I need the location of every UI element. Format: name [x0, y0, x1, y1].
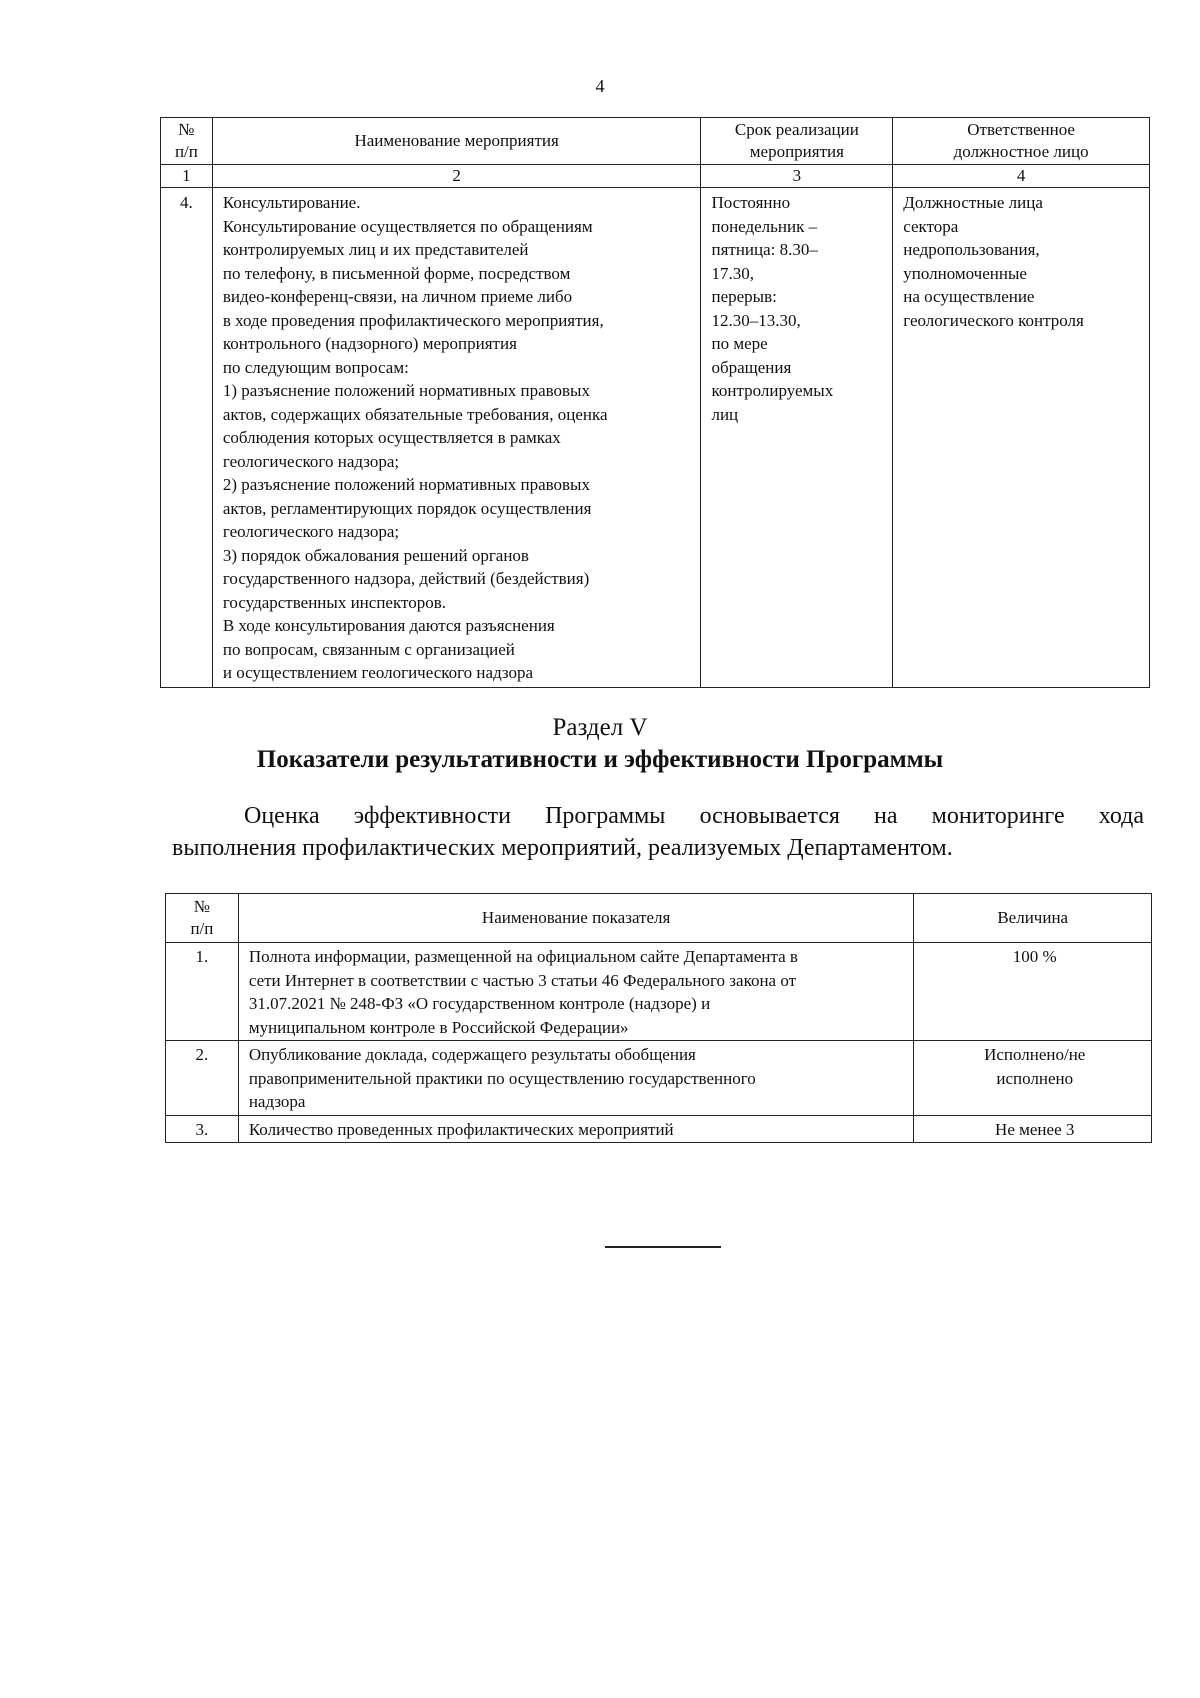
text-line: 12.30–13.30, [711, 310, 801, 330]
header-num [166, 894, 239, 943]
text-line: надзора [248, 1092, 306, 1111]
text-line: сети Интернет в соответствии с частью 3 статьи 46 Федерального закона от [248, 970, 797, 990]
section-number: Раздел V [552, 714, 648, 741]
header-num [161, 118, 213, 165]
column-numbers-row [161, 165, 1150, 188]
intro-line: Оценка эффективности Программы основывается на мониторинге хода [244, 803, 1144, 829]
text-line: Опубликование доклада, содержащего результаты обобщения [248, 1045, 696, 1064]
text-line: понедельник – [711, 216, 818, 236]
text-line: по следующим вопросам: [222, 357, 409, 377]
table-header-row [166, 894, 1152, 943]
indicator-name [238, 1115, 914, 1143]
col-number: 3 [701, 165, 893, 188]
text-line: 17.30, [711, 263, 754, 283]
text-line: в ходе проведения профилактического мероприятия, [222, 310, 604, 330]
col-number: 1 [161, 165, 213, 188]
text-line: 100 % [1012, 947, 1057, 966]
activity-responsible [893, 188, 1150, 688]
section-title: Показатели результативности и эффективности Программы [256, 746, 944, 773]
row-number: 1. [166, 943, 239, 1041]
text-line: Исполнено/не [984, 1045, 1086, 1064]
table-header-row [161, 118, 1150, 165]
header-responsible [893, 118, 1150, 165]
header-indicator-name: Наименование показателя [238, 894, 914, 943]
text-line: Количество проведенных профилактических мероприятий [248, 1119, 674, 1139]
text-line: 3) порядок обжалования решений органов [222, 545, 529, 565]
text-line: Постоянно [711, 193, 791, 212]
text-line: п/п [174, 142, 198, 161]
table-row [166, 1041, 1152, 1116]
text-line: № [178, 120, 195, 139]
indicator-value [914, 1115, 1152, 1143]
table-row [161, 188, 1150, 688]
header-activity-name: Наименование мероприятия [212, 118, 701, 165]
text-line: по телефону, в письменной форме, посредством [222, 263, 571, 283]
text-line: Не менее 3 [995, 1119, 1075, 1139]
text-line: мероприятия [749, 142, 844, 161]
text-line: контролируемых лиц и их представителей [222, 240, 529, 259]
text-line: на осуществление [903, 287, 1035, 306]
text-line: Консультирование. [222, 193, 361, 212]
text-line: недропользования, [903, 240, 1040, 259]
text-line: актов, содержащих обязательные требования, оценка [222, 404, 608, 424]
page-number: 4 [595, 76, 605, 96]
text-line: 1) разъяснение положений нормативных правовых [222, 381, 590, 400]
text-line: обращения [711, 357, 792, 377]
text-line: В ходе консультирования даются разъяснения [222, 616, 555, 635]
text-line: контролируемых [711, 381, 834, 400]
text-line: геологического надзора; [222, 451, 400, 471]
table-row [166, 1115, 1152, 1143]
text-line: правоприменительной практики по осуществлению государственного [248, 1068, 756, 1088]
text-line: по вопросам, связанным с организацией [222, 639, 515, 659]
end-divider-line [605, 1246, 721, 1248]
text-line: пятница: 8.30– [711, 240, 818, 259]
header-value: Величина [914, 894, 1152, 943]
col-number: 2 [212, 165, 701, 188]
text-line: Должностные лица [903, 193, 1043, 212]
text-line: 2) разъяснение положений нормативных правовых [222, 475, 590, 494]
intro-line: выполнения профилактических мероприятий, реализуемых Департаментом. [172, 835, 953, 861]
text-line: геологического контроля [903, 310, 1084, 330]
col-number: 4 [893, 165, 1150, 188]
text-line: видео-конференц-связи, на личном приеме либо [222, 287, 573, 306]
text-line: лиц [711, 404, 739, 424]
indicator-value [914, 1041, 1152, 1116]
text-line: Консультирование осуществляется по обращениям [222, 216, 593, 236]
section-intro [172, 800, 1144, 864]
header-term [701, 118, 893, 165]
text-line: государственных инспекторов. [222, 592, 446, 612]
text-line: сектора [903, 216, 959, 236]
text-line: Полнота информации, размещенной на официальном сайте Департамента в [248, 947, 798, 966]
activity-term [701, 188, 893, 688]
text-line: 31.07.2021 № 248-ФЗ «О государственном контроле (надзоре) и [248, 994, 711, 1013]
text-line: должностное лицо [953, 142, 1089, 161]
table-row [166, 943, 1152, 1041]
row-number: 3. [166, 1115, 239, 1143]
text-line: исполнено [996, 1068, 1074, 1088]
text-line: актов, регламентирующих порядок осуществления [222, 498, 592, 518]
text-line: уполномоченные [903, 263, 1027, 283]
indicators-table [165, 893, 1152, 1143]
indicator-name [238, 1041, 914, 1116]
text-line: и осуществлением геологического надзора [222, 663, 534, 682]
text-line: соблюдения которых осуществляется в рамках [222, 428, 561, 447]
activity-description [212, 188, 701, 688]
indicator-name [238, 943, 914, 1041]
text-line: № [193, 897, 211, 916]
text-line: перерыв: [711, 287, 777, 306]
text-line: контрольного (надзорного) мероприятия [222, 334, 517, 353]
text-line: Ответственное [967, 120, 1075, 139]
text-line: по мере [711, 334, 768, 353]
activities-table [160, 117, 1150, 688]
text-line: государственного надзора, действий (бездействия) [222, 569, 590, 588]
row-number: 4. [161, 188, 213, 688]
text-line: геологического надзора; [222, 522, 400, 541]
text-line: п/п [190, 919, 214, 938]
text-line: Срок реализации [734, 120, 859, 139]
indicator-value [914, 943, 1152, 1041]
text-line: муниципальном контроле в Российской Федерации» [248, 1017, 629, 1037]
row-number: 2. [166, 1041, 239, 1116]
